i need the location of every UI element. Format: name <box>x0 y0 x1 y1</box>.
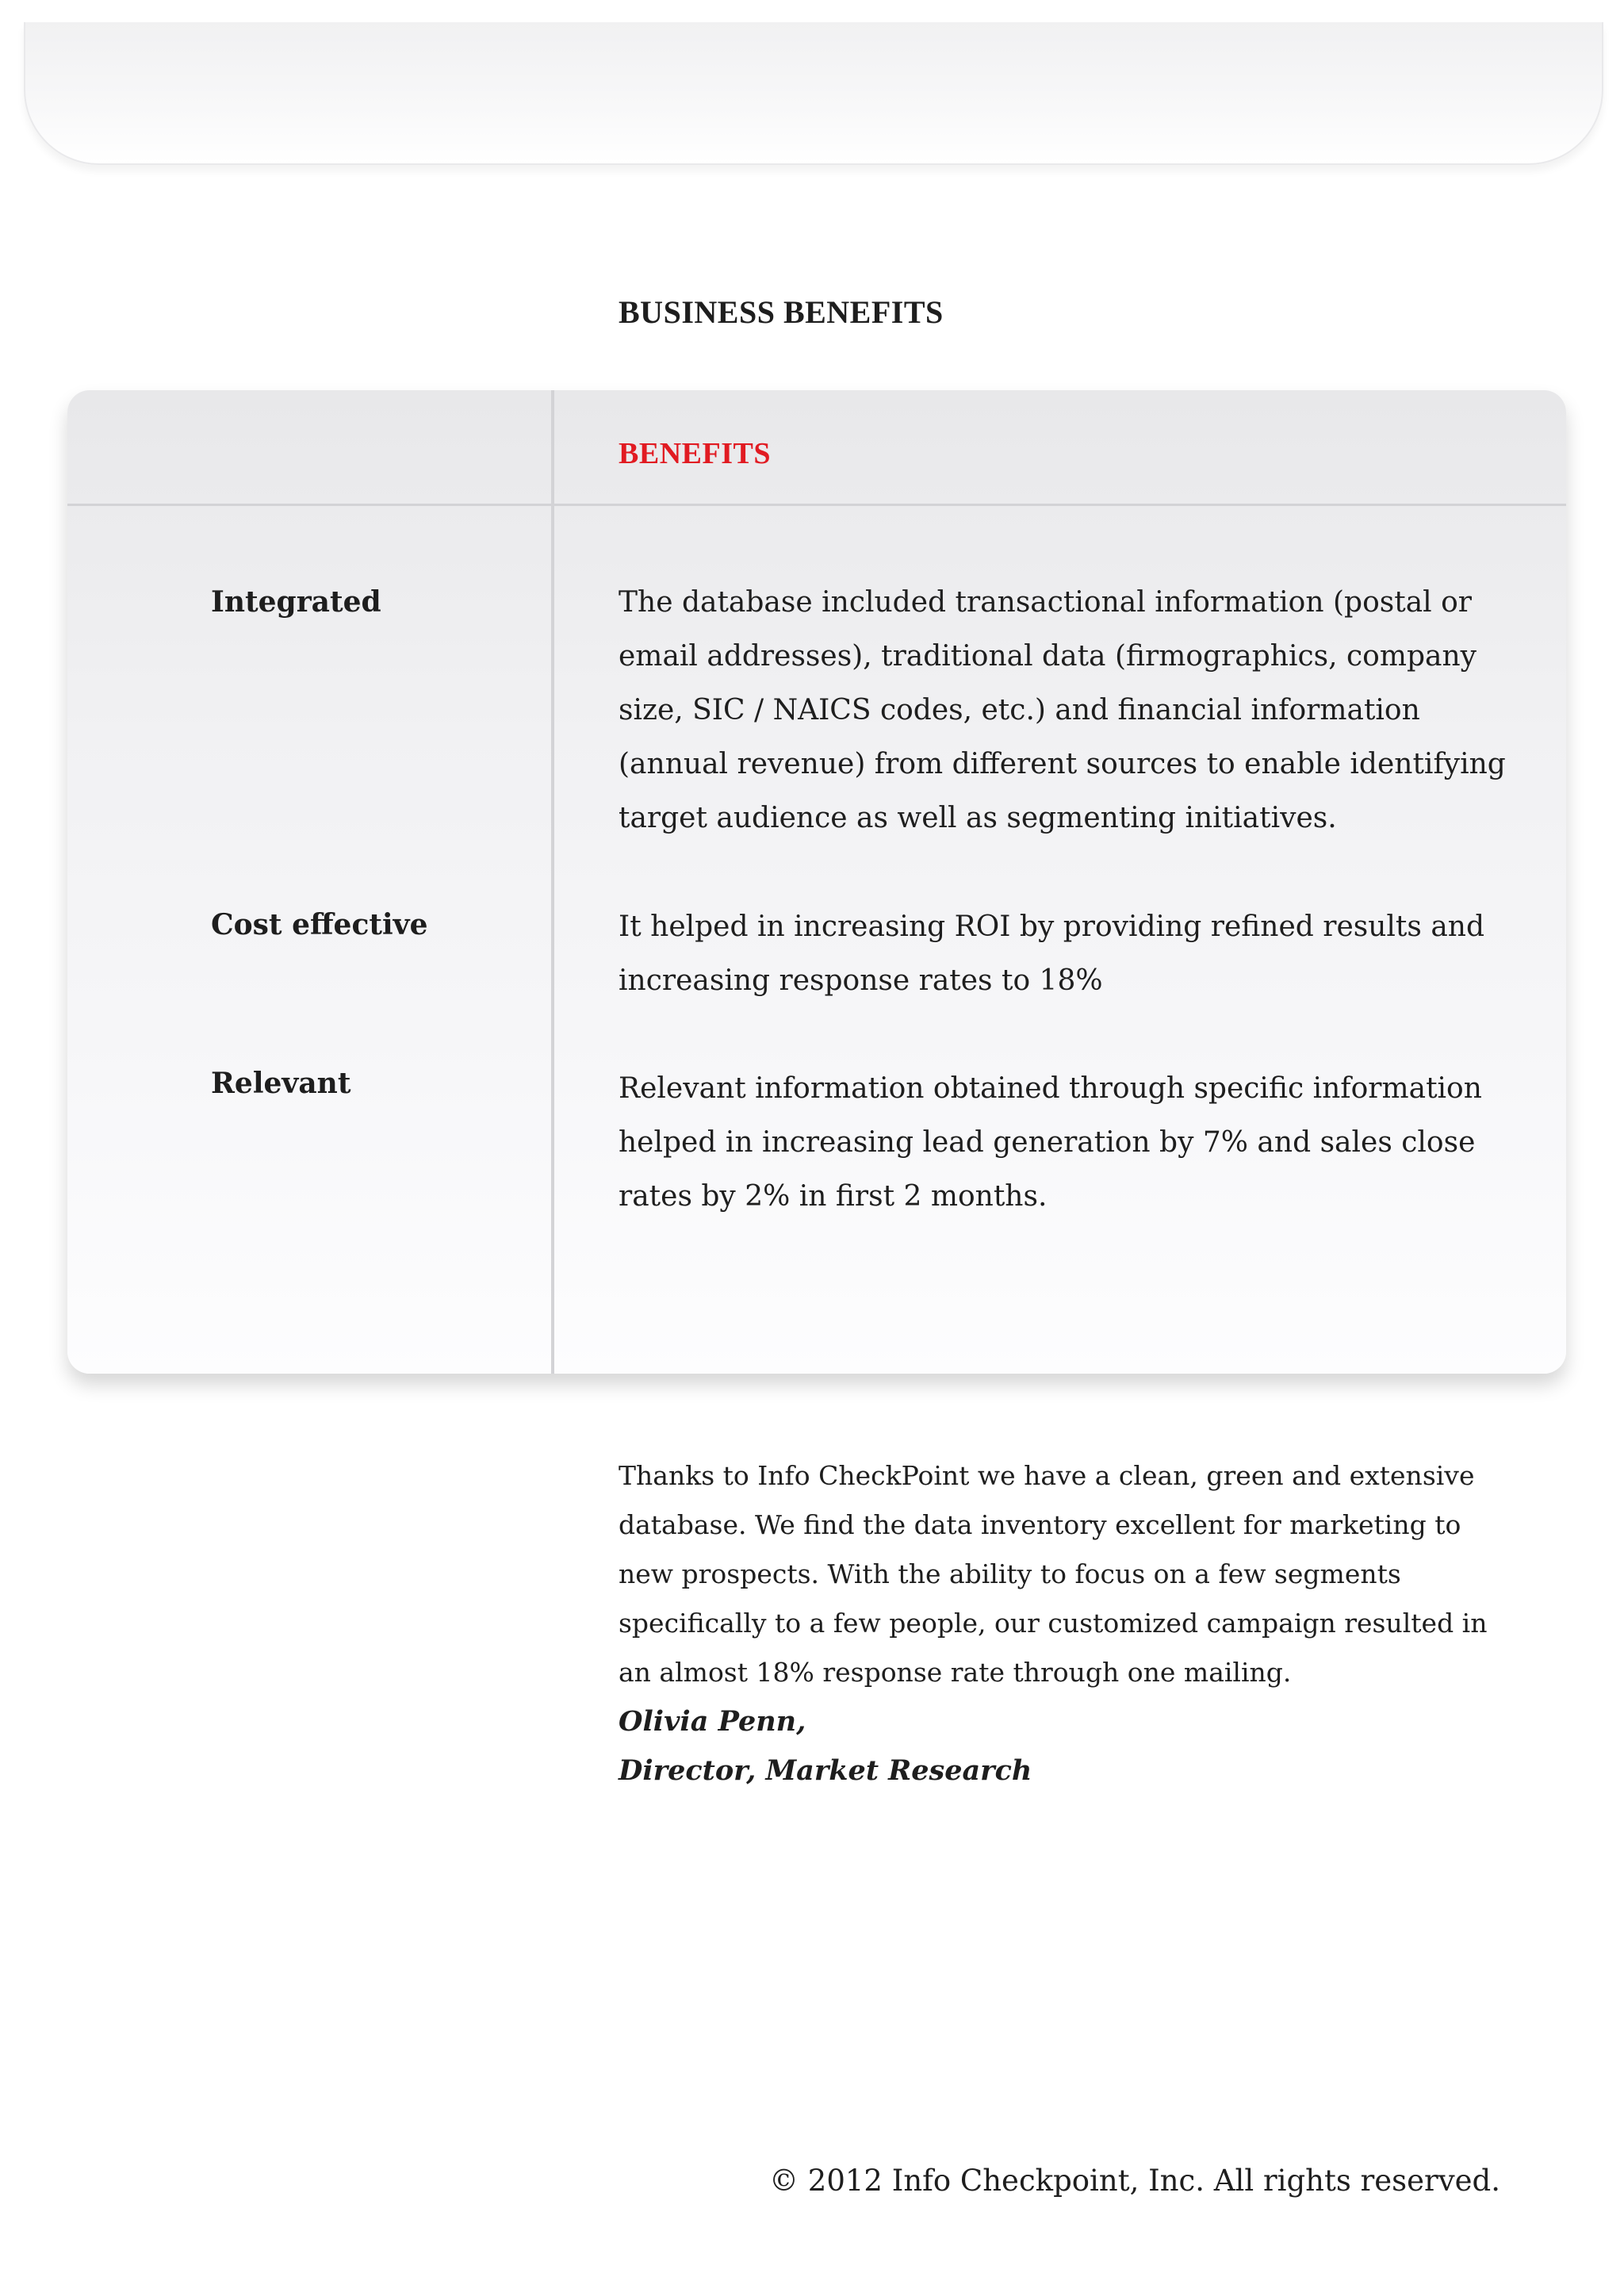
testimonial-title: Director, Market Research <box>619 1754 1032 1787</box>
copyright-footer: © 2012 Info Checkpoint, Inc. All rights reserved. <box>769 2164 1500 2198</box>
benefits-table <box>67 390 1566 1374</box>
testimonial-name: Olivia Penn, <box>619 1705 806 1738</box>
row-label-relevant: Relevant <box>211 1067 351 1100</box>
benefits-column-header: BENEFITS <box>619 437 771 470</box>
column-divider <box>551 390 554 1374</box>
testimonial <box>619 1451 1515 1796</box>
header-band <box>24 22 1603 165</box>
section-title: BUSINESS BENEFITS <box>619 294 944 330</box>
header-divider <box>67 504 1566 506</box>
row-text-integrated: The database included transactional information (postal or email addresses), traditional data (firmographics, company size, SIC / NAICS codes, etc.) and financial information (annual revenue) from different sources to enable identifying target audience as well as segmenting initiatives. <box>619 586 1506 834</box>
row-label-integrated: Integrated <box>211 585 381 619</box>
row-label-cost-effective: Cost effective <box>211 908 428 941</box>
row-text-relevant: Relevant information obtained through specific information helped in increasing lead generation by 7% and sales close rates by 2% in first 2 months. <box>619 1072 1482 1213</box>
testimonial-quote: Thanks to Info CheckPoint we have a clean, green and extensive database. We find the data inventory excellent for marketing to new prospects. With the ability to focus on a few segments specifically to a few people, our customized campaign resulted in an almost 18% response rate through one mailing. <box>619 1460 1488 1688</box>
row-text-cost-effective: It helped in increasing ROI by providing refined results and increasing response rates to 18% <box>619 910 1485 997</box>
